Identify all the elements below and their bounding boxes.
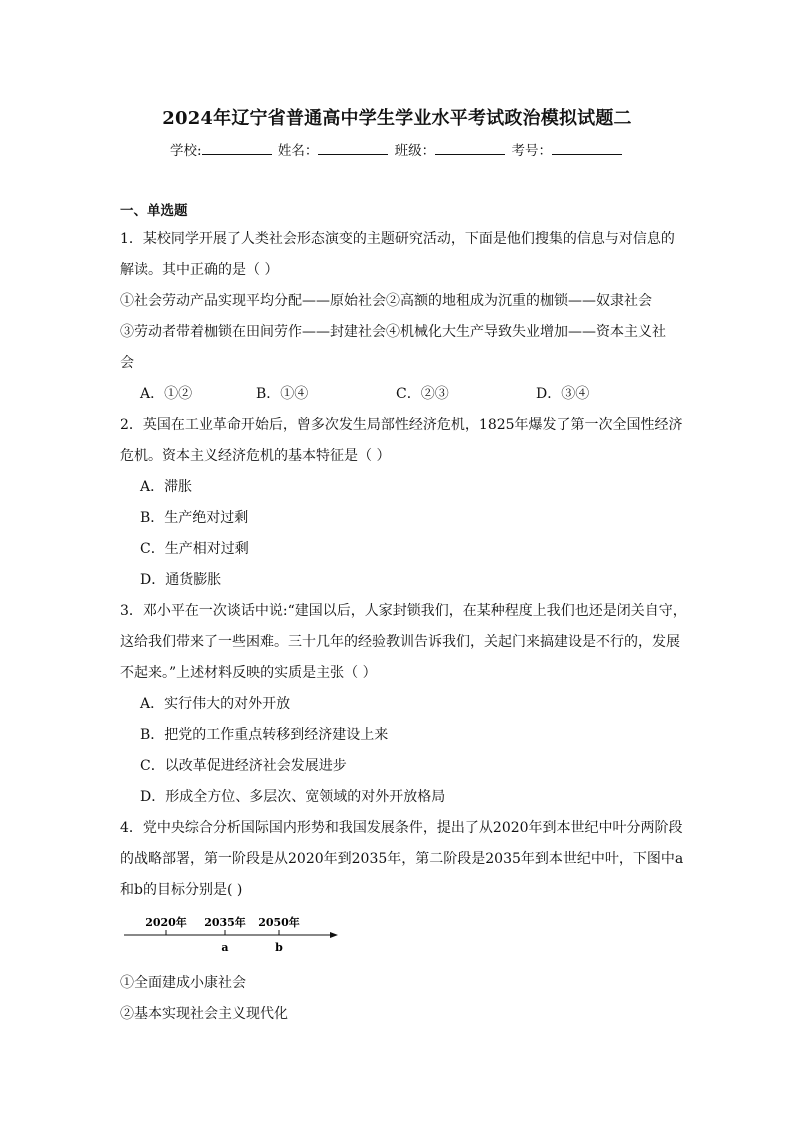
number-blank[interactable]: [552, 142, 622, 155]
option-d[interactable]: D．③④: [536, 386, 590, 402]
option-c[interactable]: C．②③: [396, 386, 449, 402]
option-a[interactable]: A．滞胀: [140, 479, 193, 495]
timeline-figure: [120, 910, 680, 968]
option-c[interactable]: C．以改革促进经济社会发展进步: [140, 758, 347, 774]
question-text: 会: [120, 355, 134, 371]
school-label: 学校:: [170, 143, 202, 159]
mark-b: b: [275, 941, 283, 954]
year-label-2020: 2020年: [145, 916, 187, 929]
question-text: 这给我们带来了一些困难。三十几年的经验教训告诉我们，关起门来搞建设是不行的，发展: [120, 634, 680, 650]
school-blank[interactable]: [202, 142, 272, 155]
page-title: 2024年辽宁省普通高中学生学业水平考试政治模拟试题二: [162, 108, 632, 129]
option-d[interactable]: D．形成全方位、多层次、宽领域的对外开放格局: [140, 789, 446, 805]
class-blank[interactable]: [435, 142, 505, 155]
question-text: 解读。其中正确的是（ ）: [120, 262, 279, 278]
question-3: [120, 596, 687, 813]
option-b[interactable]: B．①④: [256, 386, 309, 402]
year-label-2035: 2035年: [204, 916, 246, 929]
statement-item: ①全面建成小康社会: [120, 975, 246, 991]
name-blank[interactable]: [318, 142, 388, 155]
year-label-2050: 2050年: [258, 916, 300, 929]
name-label: 姓名：: [277, 143, 319, 159]
class-label: 班级：: [394, 143, 436, 159]
question-2: [120, 410, 683, 596]
options-row: [120, 379, 680, 410]
option-c[interactable]: C．生产相对过剩: [140, 541, 249, 557]
exam-content: [120, 198, 687, 1030]
option-b[interactable]: B．生产绝对过剩: [140, 510, 249, 526]
option-b[interactable]: B．把党的工作重点转移到经济建设上来: [140, 727, 389, 743]
question-text: 危机。资本主义经济危机的基本特征是（ ）: [120, 448, 391, 464]
question-text: 不起来。”上述材料反映的实质是主张（ ）: [120, 665, 377, 681]
statement-item: ②基本实现社会主义现代化: [120, 1006, 288, 1022]
timeline-svg: [120, 910, 350, 968]
question-4: [120, 813, 684, 1030]
question-text: ③劳动者带着枷锁在田间劳作——封建社会④机械化大生产导致失业增加——资本主义社: [120, 324, 666, 340]
question-text: 3．邓小平在一次谈话中说:“建国以后，人家封锁我们，在某种程度上我们也还是闭关自守，: [120, 603, 687, 619]
option-a[interactable]: A．①②: [140, 386, 193, 402]
number-label: 考号：: [511, 143, 552, 159]
question-text: 和b的目标分别是( ): [120, 882, 243, 898]
question-1: [120, 224, 680, 410]
question-text: 的战略部署，第一阶段是从2020年到2035年，第二阶段是2035年到本世纪中叶，下图中a: [120, 851, 684, 867]
question-text: 4．党中央综合分析国际国内形势和我国发展条件，提出了从2020年到本世纪中叶分两阶段: [120, 820, 683, 836]
student-info-row: [0, 139, 794, 159]
arrow-head-icon: [330, 932, 338, 938]
question-text: 2．英国在工业革命开始后，曾多次发生局部性经济危机，1825年爆发了第一次全国性经济: [120, 417, 683, 433]
option-d[interactable]: D．通货膨胀: [140, 572, 222, 588]
question-text: ①社会劳动产品实现平均分配——原始社会②高额的地租成为沉重的枷锁——奴隶社会: [120, 293, 652, 309]
option-a[interactable]: A．实行伟大的对外开放: [140, 696, 291, 712]
question-text: 1．某校同学开展了人类社会形态演变的主题研究活动，下面是他们搜集的信息与对信息的: [120, 231, 675, 247]
section-heading: 一、单选题: [120, 203, 188, 219]
mark-a: a: [221, 941, 229, 954]
